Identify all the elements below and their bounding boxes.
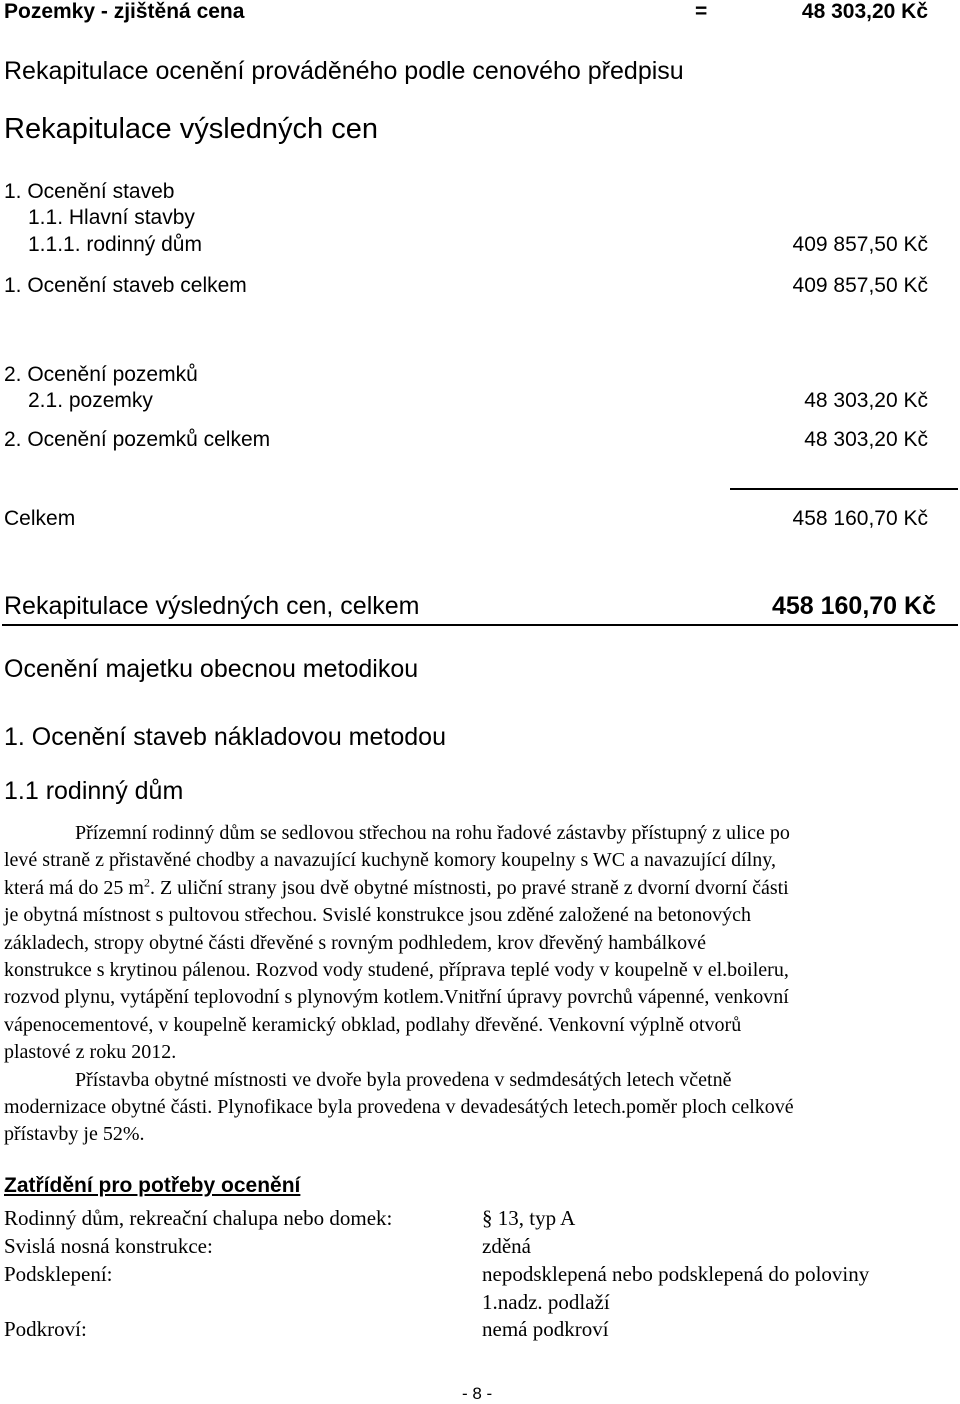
recap-total-underline xyxy=(2,624,958,626)
total-label: Celkem xyxy=(4,507,76,530)
land-title: 2. Ocenění pozemků xyxy=(4,363,198,386)
desc-line: konstrukce s krytinou pálenou. Rozvod vody studené, přípravа teplé vody v koupelně v el.boileru, xyxy=(4,959,789,982)
desc-line: přístavby je 52%. xyxy=(4,1123,145,1146)
classification-value: § 13, typ A xyxy=(482,1206,576,1230)
classification-value: 1.nadz. podlaží xyxy=(482,1290,610,1314)
desc-line: modernizace obytné části. Plynofikace byla provedena v devadesátých letech.poměr ploch celkové xyxy=(4,1096,794,1119)
recap-total-label: Rekapitulace výsledných cen, celkem xyxy=(4,592,420,620)
heading-house: 1.1 rodinný dům xyxy=(4,777,184,805)
buildings-total-value: 409 857,50 Kč xyxy=(792,274,928,297)
desc-line: Přízemní rodinný dům se sedlovou střechou na rohu řadové zástavby přístupný z ulice po xyxy=(75,822,790,844)
sum-rule xyxy=(730,488,958,490)
buildings-item-value: 409 857,50 Kč xyxy=(792,233,928,256)
desc-line: která má do 25 $m^2$. Z uliční strany jsou dvě obytné místnosti, po pravé straně z dvorní dvorní části xyxy=(4,875,789,899)
classification-label: Podkroví: xyxy=(4,1317,87,1341)
classification-label: Svislá nosná konstrukce: xyxy=(4,1234,213,1258)
land-total-value: 48 303,20 Kč xyxy=(804,428,928,451)
buildings-subtitle: 1.1. Hlavní stavby xyxy=(28,206,195,229)
desc-line: základech, stropy obytné části dřevěné s rovným podhledem, krov dřevěný hambálkové xyxy=(4,931,707,954)
house-description xyxy=(4,820,934,1149)
heading-recap-price: Rekapitulace ocenění prováděného podle cenového předpisu xyxy=(4,57,684,85)
heading-recap-results: Rekapitulace výsledných cen xyxy=(4,113,378,145)
land-price-label: Pozemky - zjištěná cena xyxy=(4,0,245,23)
total-value: 458 160,70 Kč xyxy=(792,507,928,530)
heading-general-method: Ocenění majetku obecnou metodikou xyxy=(4,655,419,683)
buildings-title: 1. Ocenění staveb xyxy=(4,180,175,203)
land-total-label: 2. Ocenění pozemků celkem xyxy=(4,428,271,451)
desc-line: levé straně z přistavěné chodby a navazující kuchyně komory koupelny s WC a navazující dílny, xyxy=(4,849,776,872)
desc-line: vápenocementové, v koupelně keramický obklad, podlahy dřevěné. Venkovní výplně otvorů xyxy=(4,1013,742,1036)
classification-value: zděná xyxy=(482,1234,531,1258)
land-price-value: 48 303,20 Kč xyxy=(801,0,928,23)
recap-total-value: 458 160,70 Kč xyxy=(771,592,936,620)
desc-line: je obytná místnost s pultovou střechou. Svislé konstrukce jsou zděné založené na betonových xyxy=(4,904,752,927)
classification-value: nepodsklepená nebo podsklepená do poloviny xyxy=(482,1262,870,1286)
classification-label: Rodinný dům, rekreační chalupa nebo domek: xyxy=(4,1206,393,1230)
heading-cost-method: 1. Ocenění staveb nákladovou metodou xyxy=(4,723,446,751)
equals-sign: = xyxy=(695,0,708,23)
desc-line: rozvod plynu, vytápění teplovodní s plynovým kotlem.Vnitřní úpravy povrchů vápenné, venkovní xyxy=(4,986,789,1009)
buildings-total-label: 1. Ocenění staveb celkem xyxy=(4,274,247,297)
page-number: - 8 - xyxy=(462,1384,493,1403)
classification-heading: Zatřídění pro potřeby ocenění xyxy=(4,1174,301,1197)
desc-line: plastové z roku 2012. xyxy=(4,1041,177,1064)
desc-line: Přístavba obytné místnosti ve dvoře byla provedena v sedmdesátých letech včetně xyxy=(75,1068,732,1091)
land-item-label: 2.1. pozemky xyxy=(28,389,153,412)
buildings-item-label: 1.1.1. rodinný dům xyxy=(28,233,202,256)
land-item-value: 48 303,20 Kč xyxy=(804,389,928,412)
classification-label: Podsklepení: xyxy=(4,1262,113,1286)
classification-value: nemá podkroví xyxy=(482,1317,609,1341)
